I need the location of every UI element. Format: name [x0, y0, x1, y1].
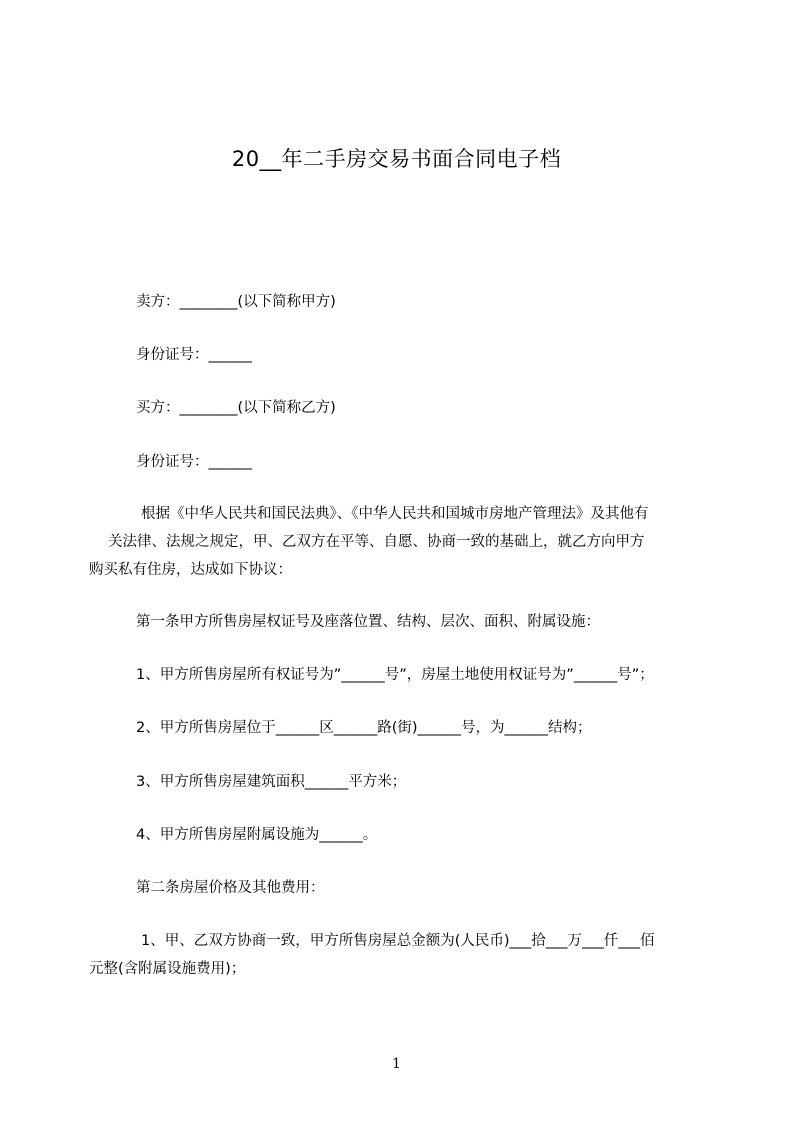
preamble-line-1: 根据《中华人民共和国民法典》、《中华人民共和国城市房地产管理法》及其他有: [141, 506, 649, 522]
article1-heading: 第一条甲方所售房屋权证号及座落位置、结构、层次、面积、附属设施：: [136, 614, 600, 630]
article1-item-4: 4、甲方所售房屋附属设施为______。: [136, 827, 378, 843]
page-number: 1: [392, 1056, 401, 1072]
buyer-id-line: 身份证号：______: [136, 454, 252, 470]
article1-item-3: 3、甲方所售房屋建筑面积______平方米；: [136, 774, 407, 790]
article2-item-1-line-2: 元整(含附属设施费用)；: [89, 961, 246, 977]
article2-heading: 第二条房屋价格及其他费用：: [136, 880, 325, 896]
seller-line: 卖方：________(以下简称甲方): [136, 294, 336, 310]
article1-item-2: 2、甲方所售房屋位于______区______路(街)______号，为______结构；: [136, 720, 592, 736]
seller-id-line: 身份证号：______: [136, 347, 252, 363]
preamble-line-2: 关法律、法规之规定，甲、乙双方在平等、自愿、协商一致的基础上，就乙方向甲方: [108, 534, 645, 550]
article2-item-1-line-1: 1、甲、乙双方协商一致，甲方所售房屋总金额为(人民币)___拾___万___仟___佰: [141, 933, 655, 949]
preamble-line-3: 购买私有住房，达成如下协议：: [89, 562, 292, 578]
buyer-line: 买方：________(以下简称乙方): [136, 400, 336, 416]
article1-item-1: 1、甲方所售房屋所有权证号为”______号”，房屋土地使用权证号为”______号”；: [136, 667, 654, 683]
document-title: 20__年二手房交易书面合同电子档: [231, 147, 562, 171]
